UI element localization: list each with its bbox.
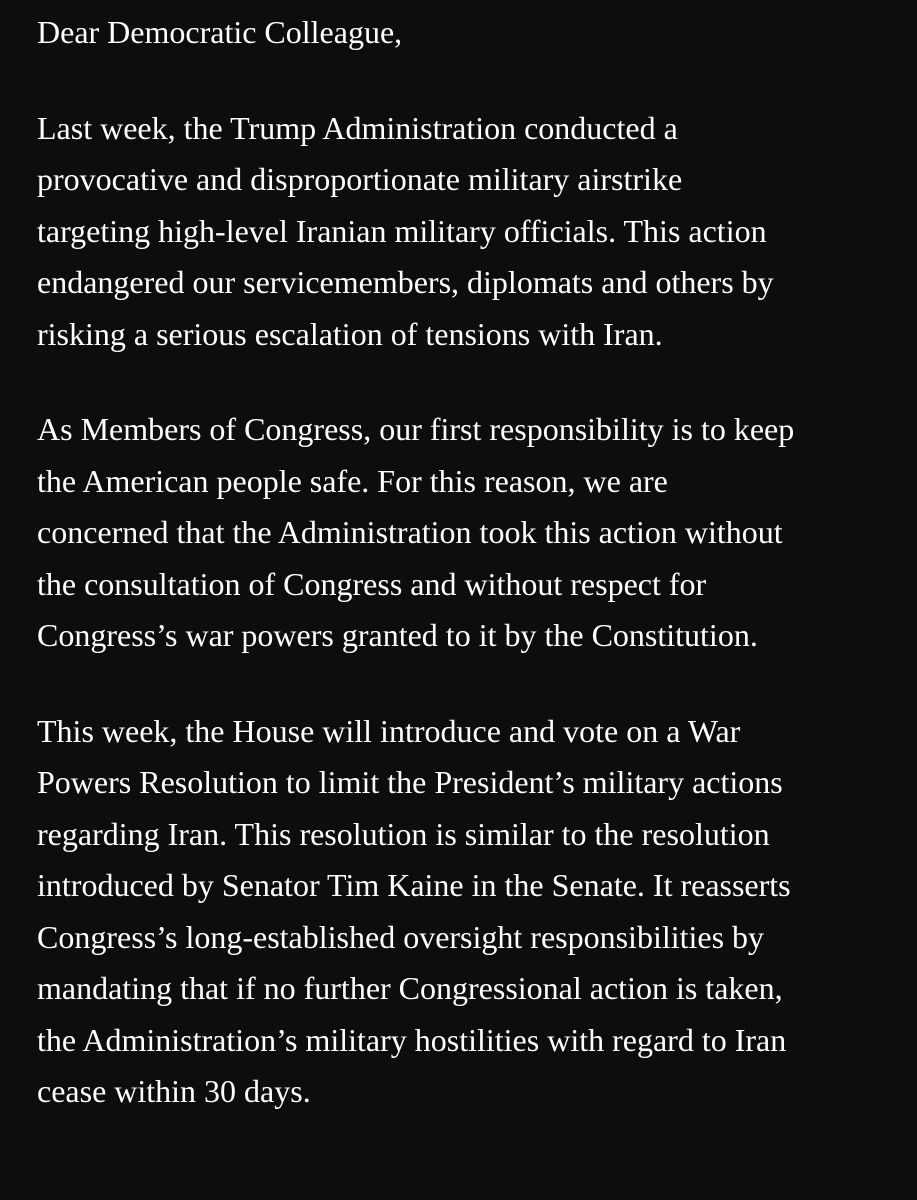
paragraph-line: the consultation of Congress and without respect for [37,565,707,602]
salutation: Dear Democratic Colleague, [37,14,403,50]
paragraph-line: Congress’s war powers granted to it by the Constitution. [37,617,758,653]
paragraph-line: cease within 30 days. [37,1073,311,1109]
paragraph-line: introduced by Senator Tim Kaine in the Senate. It reasserts [37,867,791,903]
paragraph-responsibility [37,404,887,662]
paragraph-line: Last week, the Trump Administration conducted a [37,109,678,146]
paragraph-line: Congress’s long-established oversight responsibilities by [37,918,765,955]
paragraph-line: the Administration’s military hostilities with regard to Iran [37,1021,787,1058]
paragraph-line: endangered our servicemembers, diplomats and others by [37,264,774,300]
paragraph-line: provocative and disproportionate military airstrike [37,161,683,197]
paragraph-line: the American people safe. For this reason, we are [37,462,668,499]
paragraph-line: concerned that the Administration took this action without [37,514,783,550]
paragraph-airstrike [37,103,887,361]
paragraph-war-powers-resolution [37,706,887,1118]
paragraph-line: This week, the House will introduce and vote on a War [37,712,741,749]
paragraph-line: risking a serious escalation of tensions with Iran. [37,315,663,352]
paragraph-line: Powers Resolution to limit the President’s military actions [37,764,783,800]
paragraph-line: targeting high-level Iranian military officials. This action [37,212,767,249]
paragraph-line: As Members of Congress, our first responsibility is to keep [37,411,795,447]
paragraph-line: mandating that if no further Congressional action is taken, [37,970,783,1006]
paragraph-line: regarding Iran. This resolution is similar to the resolution [37,815,770,852]
